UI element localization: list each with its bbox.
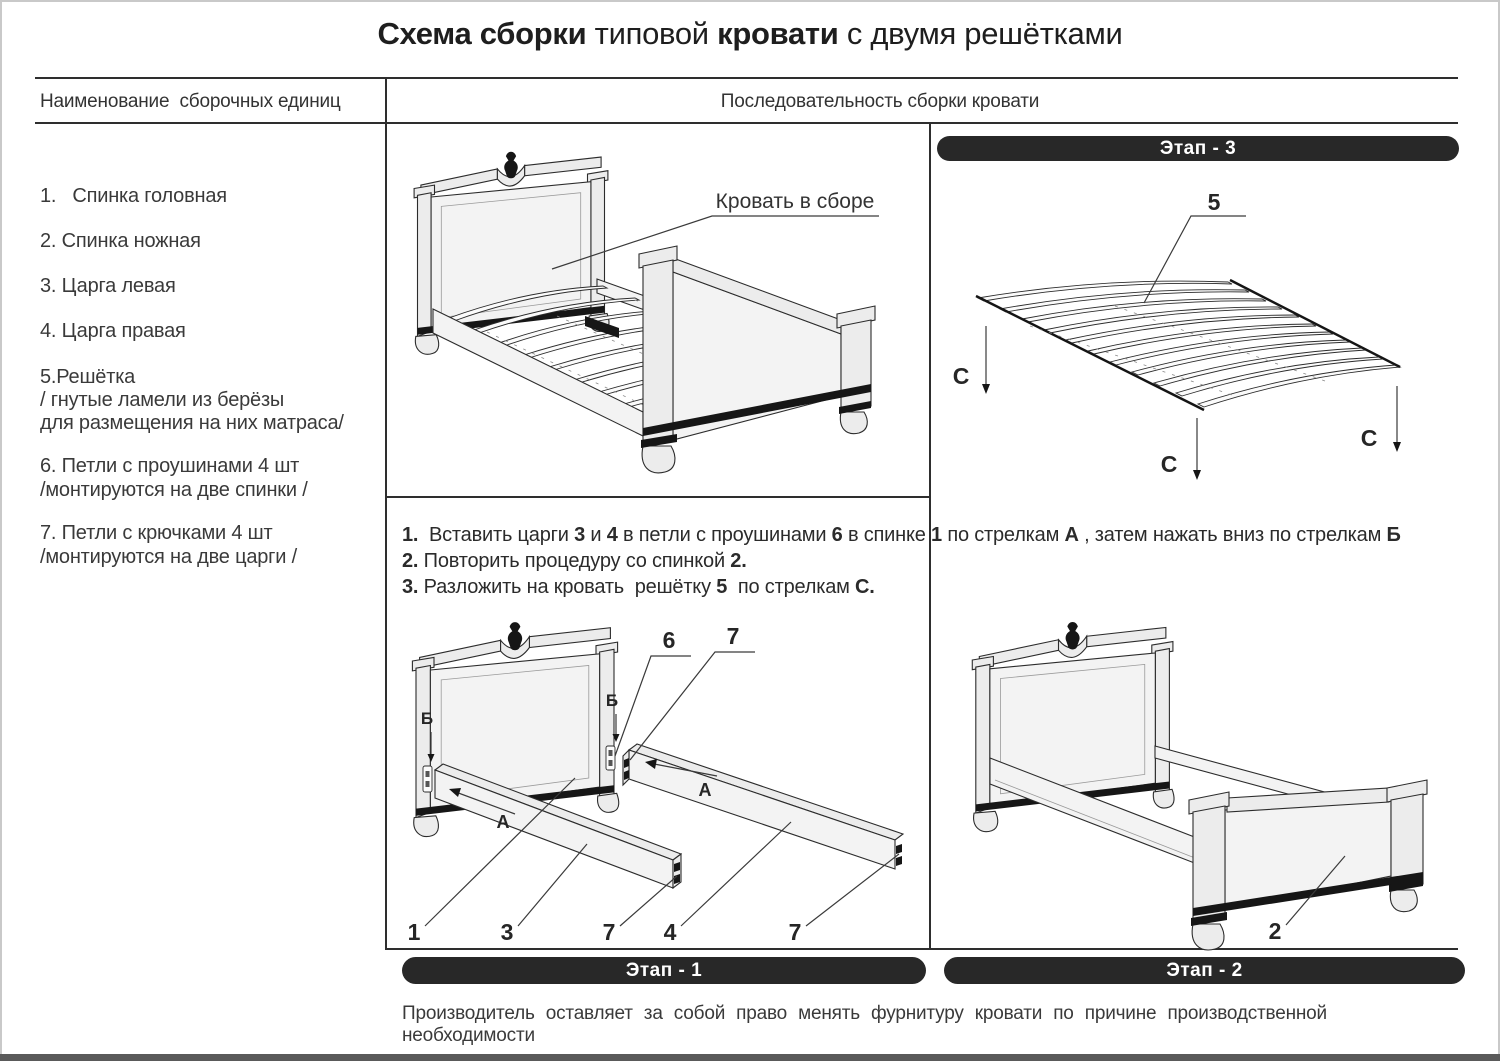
arrow-c-right-label: С: [1360, 425, 1378, 451]
callout-7-mid: 7: [602, 919, 616, 945]
callout-3: 3: [500, 919, 514, 945]
part-item-6: 6. Петли с проушинами 4 шт: [40, 455, 300, 477]
column-header-parts: Наименование сборочных единиц: [40, 91, 341, 112]
instruction-line-3: 3. Разложить на кровать решётку 5 по стрелкам С.: [402, 576, 875, 598]
callout-7-right-leader: [806, 854, 899, 926]
instruction-line-1: 1. Вставить царги 3 и 4 в петли с проушинами 6 в спинке 1 по стрелкам А , затем нажать вниз по стрелкам Б: [402, 524, 1401, 546]
stage-2-pill: Этап - 2: [944, 957, 1465, 984]
callout-4-leader: [681, 822, 791, 926]
stage-3-pill: Этап - 3: [937, 136, 1459, 161]
arrow-c-left: [953, 326, 990, 394]
part-item-1: 1. Спинка головная: [40, 185, 227, 207]
callout-1: 1: [407, 919, 421, 945]
arrow-c-middle-label: С: [1160, 451, 1178, 477]
page-bottom-edge: [0, 1054, 1500, 1061]
part-item-5-note-2: для размещения на них матраса/: [40, 412, 344, 434]
callout-5: 5: [1207, 189, 1221, 215]
part-item-3: 3. Царга левая: [40, 275, 176, 297]
rule-assembled-box-bottom: [385, 496, 931, 498]
stage-2-drawing: [945, 608, 1462, 948]
part-item-7-note-1: /монтируются на две царги /: [40, 546, 297, 568]
callout-6-leader: [615, 656, 691, 756]
part-item-5: 5.Решётка: [40, 366, 136, 388]
rule-above-stage-pills: [385, 948, 1458, 950]
column-header-sequence: Последовательность сборки кровати: [720, 91, 1040, 112]
instruction-line-2: 2. Повторить процедуру со спинкой 2.: [402, 550, 747, 572]
arrow-a-rail-3-label: А: [496, 812, 510, 832]
arrow-c-middle: [1161, 418, 1201, 480]
arrow-c-left-label: С: [952, 363, 970, 389]
callout-7-top: 7: [726, 623, 740, 649]
rule-top: [35, 77, 1458, 79]
arrow-a-rail-4-label: А: [698, 780, 712, 800]
part-item-6-note-1: /монтируются на две спинки /: [40, 479, 308, 501]
arrow-c-right: [1361, 386, 1401, 452]
hinge-plate-left: [423, 766, 432, 792]
slat-base-shape: [976, 280, 1400, 410]
stage-1-drawing: [387, 608, 930, 948]
hinge-plate-right: [606, 746, 615, 770]
callout-7-top-leader: [630, 652, 755, 760]
stage-1-pill: Этап - 1: [402, 957, 926, 984]
callout-4: 4: [663, 919, 677, 945]
footboard-shape: [1189, 780, 1427, 950]
title-bold-2: кровати: [717, 16, 839, 51]
stage-3-drawing: [935, 166, 1462, 498]
manufacturer-note: Производитель оставляет за собой право менять фурнитуру кровати по причине производственной необходимости: [402, 1003, 1327, 1046]
callout-3-leader: [518, 844, 587, 926]
part-item-2: 2. Спинка ножная: [40, 230, 201, 252]
arrow-b-left-label: Б: [420, 709, 434, 728]
title-reg-1: типовой: [586, 16, 718, 51]
footboard-shape: [639, 246, 875, 473]
page-title: [0, 16, 1500, 52]
title-reg-2: с двумя решётками: [838, 16, 1123, 51]
part-item-4: 4. Царга правая: [40, 320, 186, 342]
part-item-7: 7. Петли с крючками 4 шт: [40, 522, 273, 544]
callout-7-right: 7: [788, 919, 802, 945]
assembled-bed-drawing: [387, 124, 930, 496]
title-bold-1: Схема сборки: [377, 16, 587, 51]
assembled-bed-label: Кровать в сборе: [715, 190, 875, 213]
callout-6: 6: [662, 627, 676, 653]
arrow-b-right-label: Б: [605, 691, 619, 710]
callout-2: 2: [1268, 918, 1282, 944]
part-item-5-note-1: / гнутые ламели из берёзы: [40, 389, 285, 411]
